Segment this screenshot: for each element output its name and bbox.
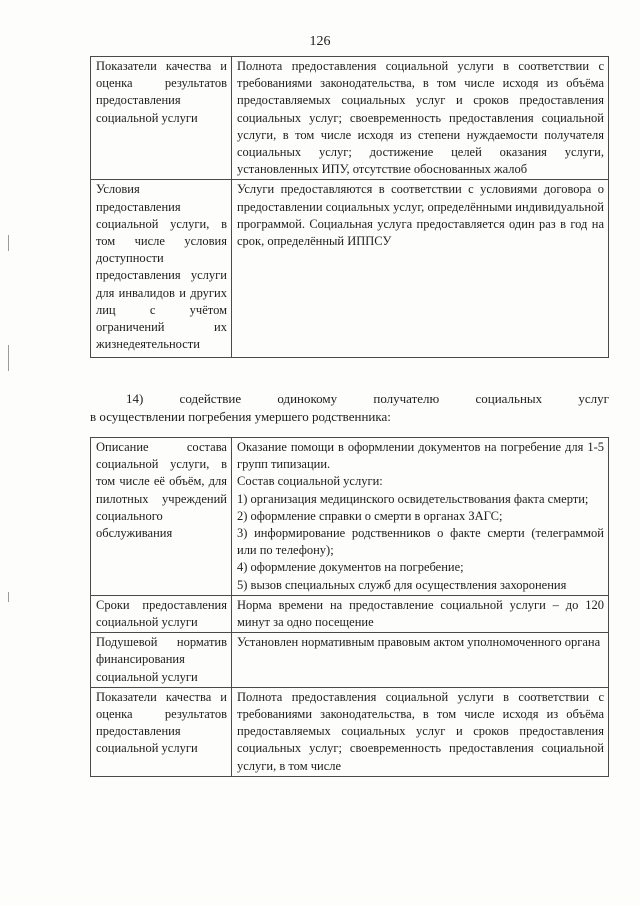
- row-content-quality: [232, 687, 609, 776]
- content-line: Услуги предоставляются в соответствии с условиями договора о предоставлении социальных услуг, определёнными индивидуальной программой. Социальная услуга предоставляется один раз в год на срок, определённый ИППСУ: [237, 182, 604, 249]
- scan-margin-mark: [8, 235, 9, 251]
- content-line: Полнота предоставления социальной услуги в соответствии с требованиями законодательства, в том числе исходя из объёма предоставляемых социальных услуг и сроков предоставления социальных услуг; своевременность предоставления социальной услуги, в том числе: [237, 689, 604, 773]
- row-content-financing: [232, 633, 609, 688]
- row-content-conditions: [232, 180, 609, 358]
- row-content-description: [232, 438, 609, 596]
- row-label-financing: Подушевой норматив финансирования социальной услуги: [91, 633, 232, 688]
- content-line: Оказание помощи в оформлении документов на погребение для 1-5 групп типизации.: [237, 440, 604, 472]
- service-table-continued: [90, 56, 609, 358]
- row-content-terms: [232, 595, 609, 632]
- scan-margin-mark: [8, 345, 9, 371]
- table-row: [91, 595, 609, 632]
- content-line: 2) оформление справки о смерти в органах ЗАГС;: [237, 508, 503, 523]
- content-line: Полнота предоставления социальной услуги в соответствии с требованиями законодательства, в том числе исходя из объёма предоставляемых социальных услуг и сроков предоставления социальных услуг; своевременность предоставления социальной услуги, в том числе исходя из степени нуждаемости получателя социальных услуг; достижение целей оказания услуги, установленных ИПУ, отсутствие обоснованных жалоб: [237, 59, 604, 177]
- row-label-terms: Сроки предоставления социальной услуги: [91, 595, 232, 632]
- content-line: Норма времени на предоставление социальной услуги – до 120 минут за одно посещение: [237, 597, 604, 630]
- content-line: 5) вызов специальных служб для осуществления захоронения: [237, 577, 567, 592]
- service-table-burial: [90, 437, 609, 777]
- table-row: [91, 180, 609, 358]
- content-line: 4) оформление документов на погребение;: [237, 560, 464, 575]
- page-number: 126: [309, 34, 331, 49]
- table-row: [91, 633, 609, 688]
- content-line: 1) организация медицинского освидетельствования факта смерти;: [237, 491, 589, 506]
- table-row: [91, 438, 609, 596]
- service-item-heading: [90, 390, 609, 425]
- row-label-quality: Показатели качества и оценка результатов предоставления социальной услуги: [91, 57, 232, 180]
- scan-margin-mark: [8, 592, 9, 602]
- heading-line-2: в осуществлении погребения умершего родственника:: [90, 408, 391, 424]
- content-line: Установлен нормативным правовым актом уполномоченного органа: [237, 635, 601, 650]
- row-label-conditions: Условия предоставления социальной услуги, в том числе условия доступности предоставления услуги для инвалидов и других лиц с учётом ограничений их жизнедеятельности: [91, 180, 232, 358]
- table-row: [91, 687, 609, 776]
- row-content-quality: [232, 57, 609, 180]
- content-line: Состав социальной услуги:: [237, 474, 383, 489]
- row-label-description: Описание состава социальной услуги, в том числе её объём, для пилотных учреждений социального обслуживания: [91, 438, 232, 596]
- table-row: [91, 57, 609, 180]
- heading-line-1: 14) содействие одинокому получателю социальных услуг: [126, 391, 609, 406]
- row-label-quality: Показатели качества и оценка результатов предоставления социальной услуги: [91, 687, 232, 776]
- content-line: 3) информирование родственников о факте смерти (телеграммой или по телефону);: [237, 526, 604, 558]
